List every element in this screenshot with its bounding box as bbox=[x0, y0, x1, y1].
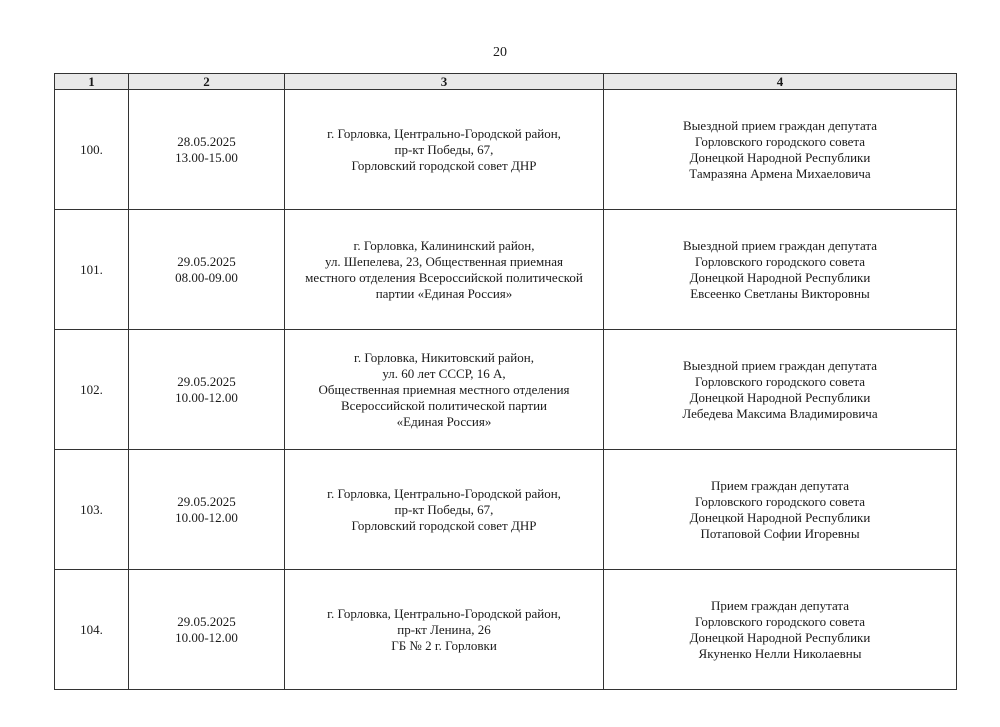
event-line: Тамразяна Армена Михаеловича bbox=[689, 165, 871, 181]
table-header-row bbox=[55, 74, 957, 90]
row-number: 103. bbox=[55, 450, 129, 570]
time: 08.00-09.00 bbox=[175, 269, 238, 285]
place-line: пр-кт Ленина, 26 bbox=[397, 621, 491, 637]
column-header: 4 bbox=[604, 74, 957, 90]
date: 29.05.2025 bbox=[177, 373, 236, 389]
row-number: 101. bbox=[55, 210, 129, 330]
row-number: 102. bbox=[55, 330, 129, 450]
place-cell bbox=[285, 450, 604, 570]
place-line: ГБ № 2 г. Горловки bbox=[391, 637, 497, 653]
date-time-cell bbox=[129, 330, 285, 450]
event-line: Донецкой Народной Республики bbox=[689, 149, 871, 165]
date: 29.05.2025 bbox=[177, 493, 236, 509]
reception-schedule-table bbox=[54, 73, 957, 690]
row-number: 100. bbox=[55, 90, 129, 210]
time: 10.00-12.00 bbox=[175, 389, 238, 405]
event-cell bbox=[604, 90, 957, 210]
table-row bbox=[55, 570, 957, 690]
page-number: 20 bbox=[493, 45, 507, 60]
date: 28.05.2025 bbox=[177, 133, 236, 149]
time: 13.00-15.00 bbox=[175, 149, 238, 165]
place-line: «Единая Россия» bbox=[396, 413, 492, 429]
event-line: Выездной прием граждан депутата bbox=[682, 357, 878, 373]
event-line: Горловского городского совета bbox=[694, 373, 866, 389]
event-line: Горловского городского совета bbox=[694, 613, 866, 629]
event-line: Прием граждан депутата bbox=[711, 477, 849, 493]
event-line: Горловского городского совета bbox=[694, 133, 866, 149]
column-header: 1 bbox=[55, 74, 129, 90]
event-line: Прием граждан депутата bbox=[711, 597, 849, 613]
place-line: местного отделения Всероссийской политической bbox=[305, 269, 583, 285]
date-time-cell bbox=[129, 450, 285, 570]
table-row bbox=[55, 450, 957, 570]
place-line: Всероссийской политической партии bbox=[340, 397, 548, 413]
time: 10.00-12.00 bbox=[175, 509, 238, 525]
event-line: Донецкой Народной Республики bbox=[689, 509, 871, 525]
event-line: Лебедева Максима Владимировича bbox=[682, 405, 878, 421]
table-row bbox=[55, 330, 957, 450]
event-cell bbox=[604, 210, 957, 330]
event-line: Донецкой Народной Республики bbox=[689, 629, 871, 645]
place-cell bbox=[285, 90, 604, 210]
place-line: Горловский городской совет ДНР bbox=[351, 517, 537, 533]
date: 29.05.2025 bbox=[177, 253, 236, 269]
place-line: пр-кт Победы, 67, bbox=[394, 501, 494, 517]
event-line: Выездной прием граждан депутата bbox=[682, 237, 878, 253]
place-line: г. Горловка, Никитовский район, bbox=[354, 349, 534, 365]
event-line: Горловского городского совета bbox=[694, 253, 866, 269]
place-line: ул. 60 лет СССР, 16 А, bbox=[382, 365, 506, 381]
place-cell bbox=[285, 330, 604, 450]
event-line: Донецкой Народной Республики bbox=[689, 269, 871, 285]
event-cell bbox=[604, 330, 957, 450]
time: 10.00-12.00 bbox=[175, 629, 238, 645]
column-header: 3 bbox=[285, 74, 604, 90]
date-time-cell bbox=[129, 210, 285, 330]
event-cell bbox=[604, 450, 957, 570]
event-line: Выездной прием граждан депутата bbox=[682, 117, 878, 133]
event-line: Евсеенко Светланы Викторовны bbox=[690, 285, 870, 301]
place-line: ул. Шепелева, 23, Общественная приемная bbox=[325, 253, 563, 269]
place-cell bbox=[285, 210, 604, 330]
place-line: пр-кт Победы, 67, bbox=[394, 141, 494, 157]
event-line: Якуненко Нелли Николаевны bbox=[698, 645, 862, 661]
event-line: Донецкой Народной Республики bbox=[689, 389, 871, 405]
place-line: г. Горловка, Калининский район, bbox=[353, 237, 535, 253]
table-row bbox=[55, 210, 957, 330]
column-header: 2 bbox=[129, 74, 285, 90]
place-line: Горловский городской совет ДНР bbox=[351, 157, 537, 173]
place-line: г. Горловка, Центрально-Городской район, bbox=[327, 485, 561, 501]
date: 29.05.2025 bbox=[177, 613, 236, 629]
row-number: 104. bbox=[55, 570, 129, 690]
date-time-cell bbox=[129, 90, 285, 210]
event-line: Потаповой Софии Игоревны bbox=[700, 525, 860, 541]
event-line: Горловского городского совета bbox=[694, 493, 866, 509]
place-line: г. Горловка, Центрально-Городской район, bbox=[327, 125, 561, 141]
place-line: партии «Единая Россия» bbox=[375, 285, 513, 301]
place-line: Общественная приемная местного отделения bbox=[318, 381, 570, 397]
date-time-cell bbox=[129, 570, 285, 690]
place-cell bbox=[285, 570, 604, 690]
place-line: г. Горловка, Центрально-Городской район, bbox=[327, 605, 561, 621]
table-row bbox=[55, 90, 957, 210]
event-cell bbox=[604, 570, 957, 690]
